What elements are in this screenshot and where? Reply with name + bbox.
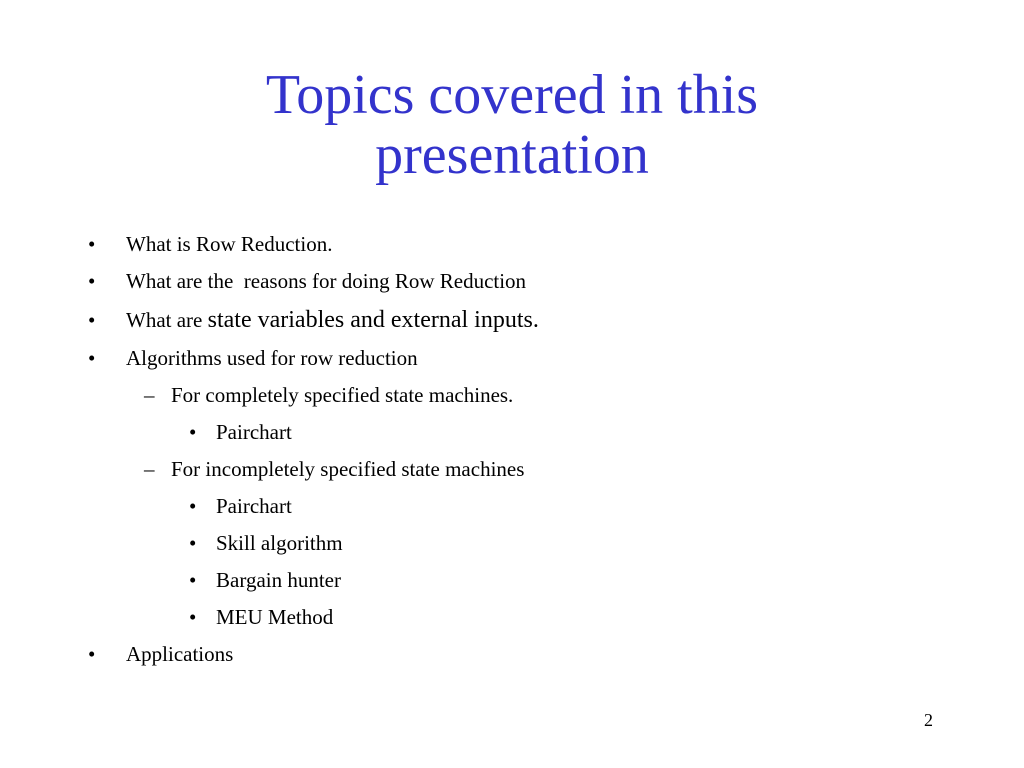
sub-item-completely-specified — [0, 377, 1024, 414]
bullet-marker: • — [88, 308, 96, 332]
bullet-marker: • — [189, 605, 197, 629]
slide-title-line-1: Topics covered in this — [265, 64, 759, 126]
sub-item-text: For completely specified state machines. — [171, 383, 514, 407]
sub-sub-item-text: Pairchart — [216, 494, 292, 518]
sub-sub-item-skill-algorithm — [0, 525, 1024, 562]
sub-sub-item-meu-method — [0, 599, 1024, 636]
bullet-marker: • — [189, 568, 197, 592]
dash-marker: – — [144, 457, 155, 481]
bullet-item-state-variables — [0, 300, 1024, 340]
bullet-marker: • — [88, 642, 96, 666]
bullet-item-algorithms — [0, 340, 1024, 377]
sub-sub-item-bargain-hunter — [0, 562, 1024, 599]
sub-sub-item-text: Bargain hunter — [216, 568, 341, 592]
bullet-text: Algorithms used for row reduction — [126, 346, 418, 370]
bullet-text: What are the reasons for doing Row Reduction — [126, 269, 527, 293]
bullet-list — [0, 226, 1024, 673]
sub-sub-item-text: Skill algorithm — [216, 531, 343, 555]
sub-item-incompletely-specified — [0, 451, 1024, 488]
sub-item-text: For incompletely specified state machines — [171, 457, 525, 481]
sub-sub-item-pairchart — [0, 488, 1024, 525]
slide-title-line-2: presentation — [375, 123, 649, 186]
sub-sub-item-text: MEU Method — [216, 605, 334, 629]
bullet-item-applications — [0, 636, 1024, 673]
bullet-text: Applications — [126, 642, 234, 666]
bullet-marker: • — [88, 232, 96, 256]
bullet-marker: • — [88, 269, 96, 293]
bullet-text: What is Row Reduction. — [126, 232, 333, 256]
bullet-text-prefix: What are — [126, 308, 208, 332]
bullet-item-row-reduction — [0, 226, 1024, 263]
page-number: 2 — [924, 710, 933, 730]
bullet-marker: • — [189, 531, 197, 555]
sub-sub-item-pairchart — [0, 414, 1024, 451]
bullet-marker: • — [88, 346, 96, 370]
bullet-marker: • — [189, 494, 197, 518]
bullet-marker: • — [189, 420, 197, 444]
dash-marker: – — [144, 383, 155, 407]
bullet-text-emphasis: state variables and external inputs. — [207, 307, 539, 333]
bullet-item-reasons — [0, 263, 1024, 300]
slide-title — [0, 66, 1024, 186]
bullet-text — [126, 300, 539, 340]
sub-sub-item-text: Pairchart — [216, 420, 292, 444]
